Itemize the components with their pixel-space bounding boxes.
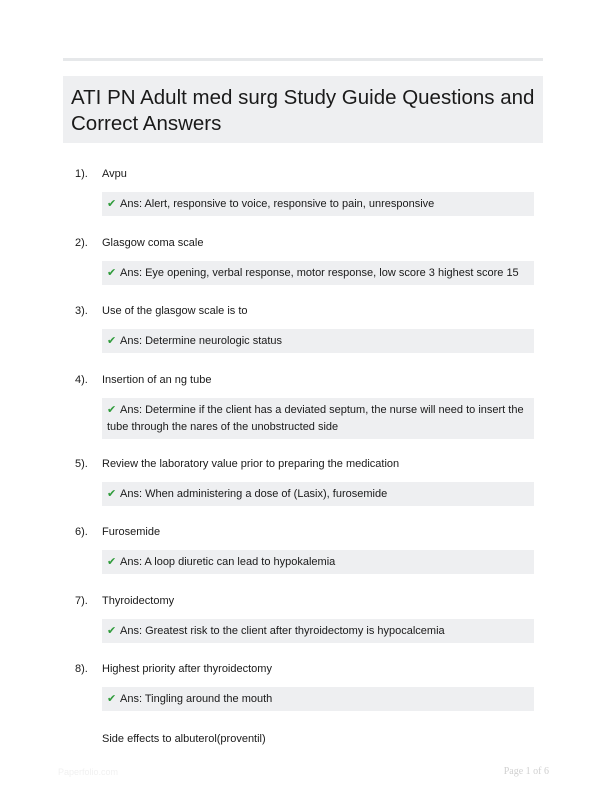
check-icon: ✔ — [107, 624, 117, 637]
answer-box — [102, 687, 534, 711]
answer-box — [102, 619, 534, 643]
question-number: 7). — [75, 595, 88, 607]
answer-prefix: Ans: — [120, 267, 143, 279]
answer-text: When administering a dose of (Lasix), furosemide — [145, 488, 388, 500]
question-number: 5). — [75, 458, 88, 470]
answer-prefix: Ans: — [120, 404, 143, 416]
check-icon: ✔ — [107, 197, 117, 210]
question-number: 4). — [75, 374, 88, 386]
question-text: Side effects to albuterol(proventil) — [102, 733, 266, 745]
question-text: Highest priority after thyroidectomy — [102, 663, 272, 675]
question-text: Use of the glasgow scale is to — [102, 305, 248, 317]
answer-box — [102, 482, 534, 506]
check-icon: ✔ — [107, 266, 117, 279]
title-box — [63, 76, 543, 143]
answer-text: Tingling around the mouth — [144, 693, 273, 705]
page-title: ATI PN Adult med surg Study Guide Questions and Correct Answers — [71, 86, 535, 135]
answer-prefix: Ans: — [120, 335, 143, 347]
page-number: Page 1 of 6 — [503, 766, 549, 777]
answer-box — [102, 192, 534, 216]
answer-prefix: Ans: — [120, 556, 143, 568]
answer-prefix: Ans: — [120, 488, 143, 500]
question-text: Thyroidectomy — [102, 595, 175, 607]
check-icon: ✔ — [107, 334, 117, 347]
check-icon: ✔ — [107, 403, 117, 416]
answer-text: Alert, responsive to voice, responsive to pain, unresponsive — [144, 198, 435, 210]
footer-watermark: Paperfolio.com — [58, 767, 119, 777]
top-rule — [63, 58, 543, 61]
answer-text: Greatest risk to the client after thyroidectomy is hypocalcemia — [145, 625, 445, 637]
answer-text: A loop diuretic can lead to hypokalemia — [144, 556, 336, 568]
answer-box — [102, 550, 534, 574]
question-number: 3). — [75, 305, 88, 317]
check-icon: ✔ — [107, 692, 117, 705]
answer-prefix: Ans: — [120, 198, 143, 210]
question-number: 1). — [75, 168, 88, 180]
answer-box — [102, 329, 534, 353]
question-text: Furosemide — [102, 526, 161, 538]
answer-text: Determine if the client has a deviated septum, the nurse will need to insert the tube through the nares of the unobstructed side — [107, 404, 524, 433]
question-text: Avpu — [102, 168, 127, 180]
check-icon: ✔ — [107, 555, 117, 568]
answer-box — [102, 261, 534, 285]
question-number: 2). — [75, 237, 88, 249]
question-text: Insertion of an ng tube — [102, 374, 212, 386]
question-number: 8). — [75, 663, 88, 675]
answer-text: Eye opening, verbal response, motor response, low score 3 highest score 15 — [145, 267, 519, 279]
answer-text: Determine neurologic status — [145, 335, 283, 347]
answer-prefix: Ans: — [120, 625, 143, 637]
question-text: Review the laboratory value prior to preparing the medication — [102, 458, 400, 470]
question-text: Glasgow coma scale — [102, 237, 204, 249]
answer-prefix: Ans: — [120, 693, 143, 705]
answer-box — [102, 398, 534, 439]
question-number: 6). — [75, 526, 88, 538]
check-icon: ✔ — [107, 487, 117, 500]
